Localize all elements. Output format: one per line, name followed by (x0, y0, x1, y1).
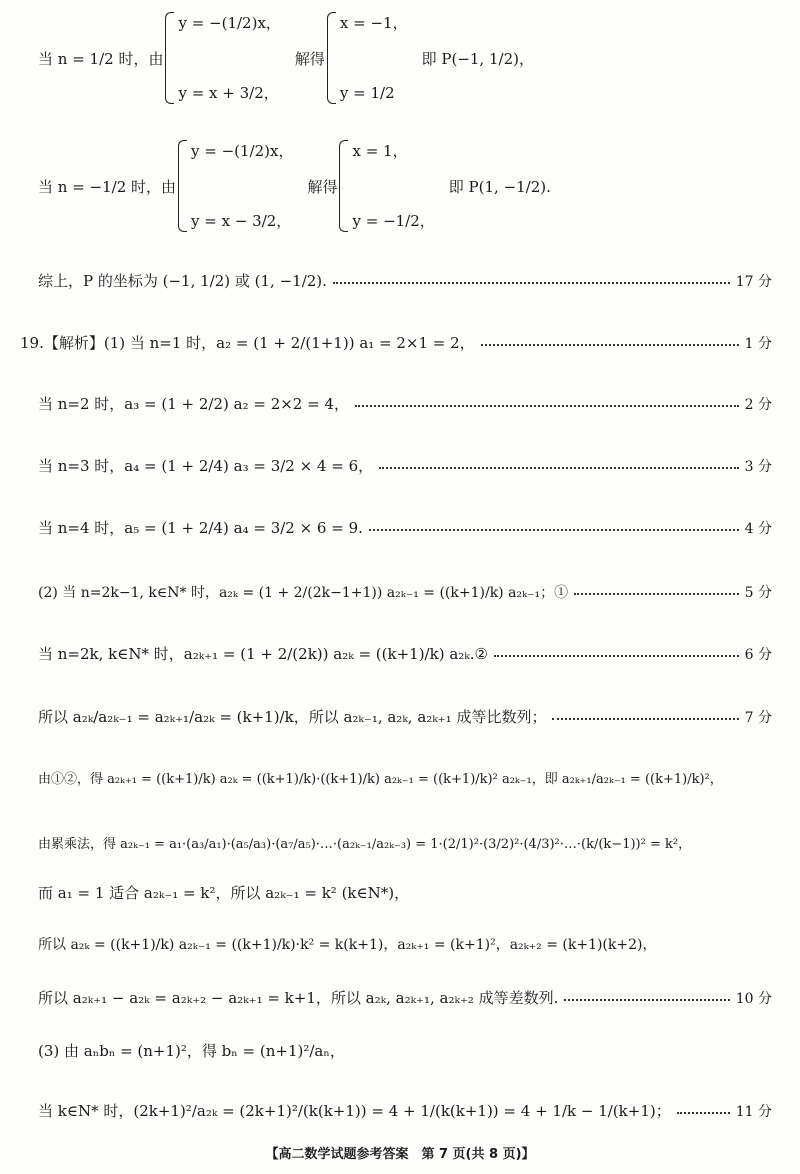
dot-leader (333, 282, 730, 284)
left-brace-icon (327, 12, 336, 104)
score-label: 4 分 (744, 520, 772, 537)
equation-line: y = x + 3/2， (178, 83, 279, 102)
solution-line-2: 当 n=2 时，a₃ = (1 + 2/2) a₂ = 2×2 = 4， 2 分 (38, 395, 772, 413)
case-positive-system (38, 12, 534, 104)
solution-line-14: 当 k∈N* 时，(2k+1)²/a₂ₖ = (2k+1)²/(k(k+1)) = 4 + 1/(k(k+1)) = 4 + 1/k − 1/(k+1)； 11 分 (38, 1102, 772, 1120)
case-negative-system (38, 140, 551, 232)
solution-line-10: 而 a₁ = 1 适合 a₂ₖ₋₁ = k²，所以 a₂ₖ₋₁ = k² (k∈N*)， (38, 884, 410, 902)
score-label: 2 分 (744, 396, 772, 413)
solution-line: y = −1/2， (352, 211, 435, 230)
case-positive-solution (340, 12, 408, 104)
dot-leader (574, 593, 738, 595)
case-positive-lead: 当 n = 1/2 时，由 (38, 49, 164, 68)
case-negative-solution (352, 140, 434, 232)
dot-leader (481, 344, 739, 346)
solution-line: x = 1， (352, 142, 408, 160)
case-negative-lead: 当 n = −1/2 时，由 (38, 177, 177, 196)
dot-leader (369, 529, 739, 531)
dot-leader (355, 405, 739, 407)
dot-leader (564, 999, 729, 1001)
left-brace-icon (165, 12, 174, 104)
solution-line-12: 所以 a₂ₖ₊₁ − a₂ₖ = a₂ₖ₊₂ − a₂ₖ₊₁ = k+1，所以 a₂ₖ, a₂ₖ₊₁, a₂ₖ₊₂ 成等差数列. 10 分 (38, 989, 772, 1007)
solve-label: 解得 (307, 177, 338, 196)
case-negative-result: 即 P(1, −1/2). (448, 177, 551, 196)
solution-line-11: 所以 a₂ₖ = ((k+1)/k) a₂ₖ₋₁ = ((k+1)/k)·k² = k(k+1)，a₂ₖ₊₁ = (k+1)²，a₂ₖ₊₂ = (k+1)(k+2)， (38, 937, 657, 953)
solution-line-13: (3) 由 aₙbₙ = (n+1)²，得 bₙ = (n+1)²/aₙ， (38, 1042, 345, 1060)
equation-line: y = −(1/2)x， (178, 14, 281, 32)
dot-leader (379, 467, 739, 469)
solution-line-5: (2) 当 n=2k−1, k∈N* 时，a₂ₖ = (1 + 2/(2k−1+1)) a₂ₖ₋₁ = ((k+1)/k) a₂ₖ₋₁；① 5 分 (38, 582, 772, 602)
solution-line-1: 19.【解析】(1) 当 n=1 时，a₂ = (1 + 2/(1+1)) a₁ = 2×1 = 2， 1 分 (20, 334, 772, 352)
solution-line-3: 当 n=3 时，a₄ = (1 + 2/4) a₃ = 3/2 × 4 = 6， 3 分 (38, 457, 772, 475)
left-brace-icon (339, 140, 348, 232)
dot-leader (552, 718, 738, 720)
case-positive-result: 即 P(−1, 1/2)， (421, 49, 534, 68)
score-label: 11 分 (735, 1103, 772, 1120)
case-negative-equations (191, 140, 293, 232)
solution-line: y = 1/2 (339, 83, 395, 102)
solution-line-8: 由①②，得 a₂ₖ₊₁ = ((k+1)/k) a₂ₖ = ((k+1)/k)·((k+1)/k) a₂ₖ₋₁ = ((k+1)/k)² a₂ₖ₋₁，即 a₂ₖ₊₁/a₂ₖ₋₁ = ((k+1)/k)²， (38, 772, 723, 787)
solve-label: 解得 (294, 49, 325, 68)
score-label: 6 分 (744, 646, 772, 663)
equation-line: y = x − 3/2， (191, 211, 292, 230)
case-positive-equations (178, 12, 280, 104)
score-label: 3 分 (744, 458, 772, 475)
solution-line-9: 由累乘法，得 a₂ₖ₋₁ = a₁·(a₃/a₁)·(a₅/a₃)·(a₇/a₅)·…·(a₂ₖ₋₁/a₂ₖ₋₃) = 1·(2/1)²·(3/2)²·(4/3)²·…·(k/(k−1))² = k²， (38, 837, 692, 852)
equation-line: y = −(1/2)x， (191, 142, 294, 160)
score-label: 10 分 (735, 990, 772, 1007)
solution-line-0: 综上，P 的坐标为 (−1, 1/2) 或 (1, −1/2). 17 分 (38, 272, 772, 290)
dot-leader (494, 655, 739, 657)
page-footer: 【高二数学试题参考答案 第 7 页(共 8 页)】 (265, 1147, 535, 1162)
solution-line-4: 当 n=4 时，a₅ = (1 + 2/4) a₄ = 3/2 × 6 = 9. 4 分 (38, 519, 772, 537)
left-brace-icon (178, 140, 187, 232)
dot-leader (677, 1112, 730, 1114)
solution-line: x = −1， (339, 14, 408, 32)
score-label: 17 分 (735, 273, 772, 290)
solution-line-6: 当 n=2k, k∈N* 时，a₂ₖ₊₁ = (1 + 2/(2k)) a₂ₖ = ((k+1)/k) a₂ₖ.② 6 分 (38, 645, 772, 663)
score-label: 5 分 (744, 585, 772, 601)
score-label: 1 分 (744, 335, 772, 352)
solution-line-7: 所以 a₂ₖ/a₂ₖ₋₁ = a₂ₖ₊₁/a₂ₖ = (k+1)/k，所以 a₂ₖ₋₁, a₂ₖ, a₂ₖ₊₁ 成等比数列； 7 分 (38, 708, 772, 726)
score-label: 7 分 (744, 709, 772, 726)
